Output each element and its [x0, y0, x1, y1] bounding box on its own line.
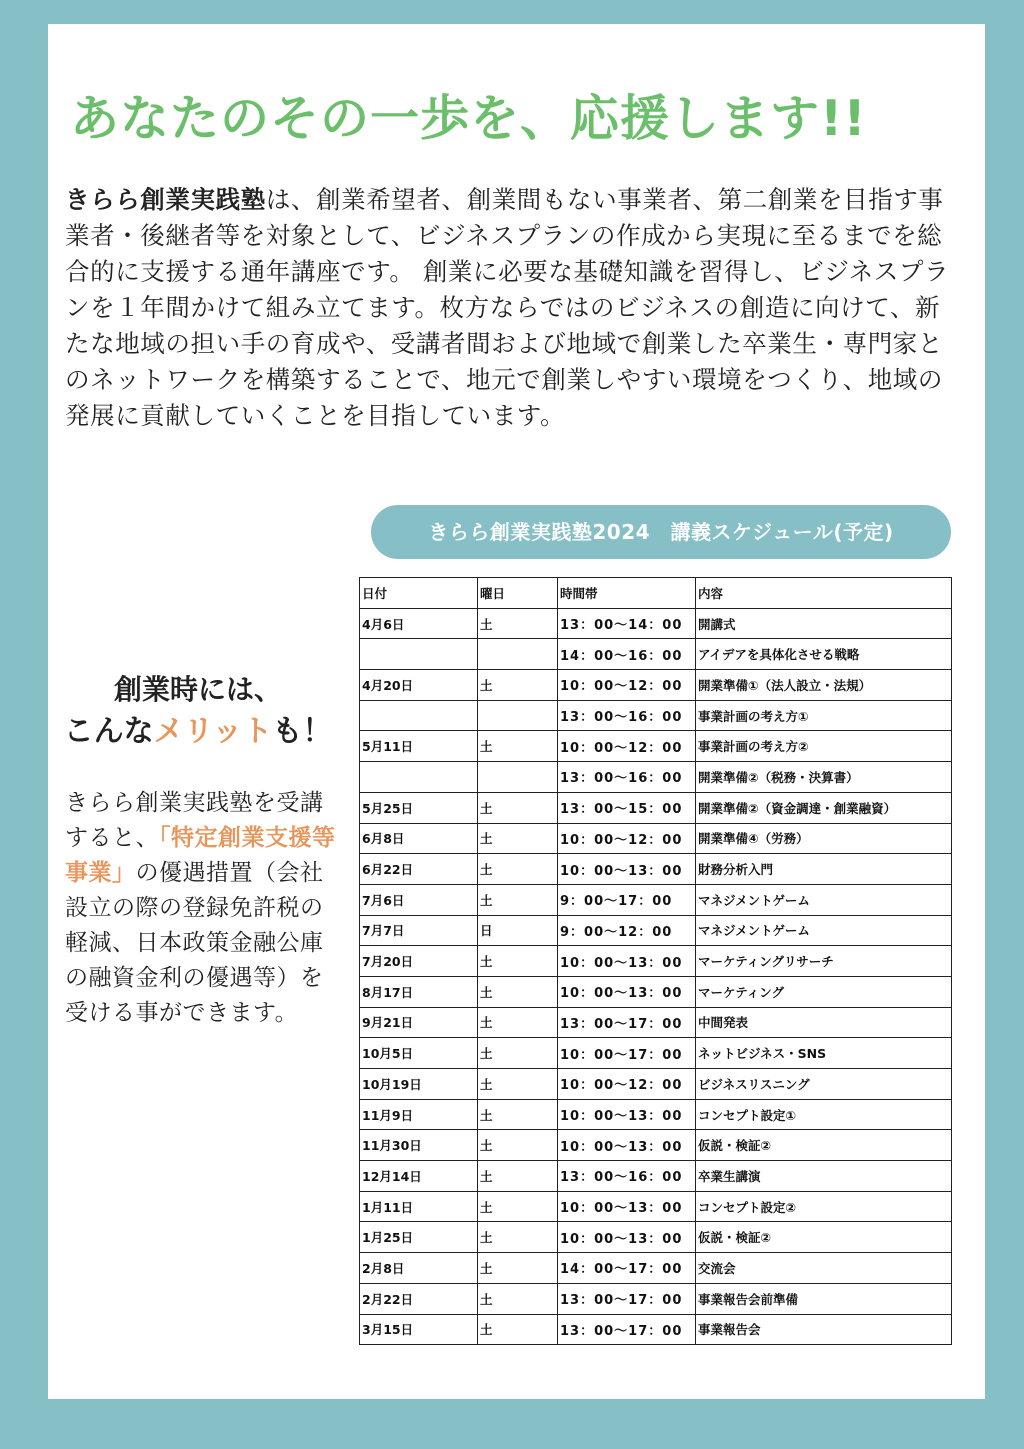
cell-date: 8月17日: [360, 976, 478, 1007]
cell-time: 13：00〜17：00: [558, 1007, 696, 1038]
table-row: [360, 700, 952, 731]
merit-title: [48, 669, 348, 753]
header-time: 時間帯: [558, 578, 696, 609]
cell-time: 10：00〜12：00: [558, 1069, 696, 1100]
cell-weekday: 土: [478, 1069, 558, 1100]
merit-title-line1: 創業時には、: [113, 673, 282, 706]
cell-content: 事業報告会: [696, 1314, 952, 1345]
headline: あなたのその一歩を、応援します!!: [70, 90, 867, 147]
cell-content: 開業準備①（法人設立・法規）: [696, 670, 952, 701]
cell-time: 13：00〜16：00: [558, 762, 696, 793]
cell-content: 開講式: [696, 608, 952, 639]
cell-date: 7月7日: [360, 915, 478, 946]
table-row: [360, 1007, 952, 1038]
cell-time: 10：00〜13：00: [558, 854, 696, 885]
cell-date: 3月15日: [360, 1314, 478, 1345]
cell-weekday: 土: [478, 1283, 558, 1314]
cell-content: 財務分析入門: [696, 854, 952, 885]
cell-time: 14：00〜17：00: [558, 1253, 696, 1284]
cell-content: 仮説・検証②: [696, 1130, 952, 1161]
cell-time: 9：00〜12：00: [558, 915, 696, 946]
cell-date: 5月25日: [360, 792, 478, 823]
cell-weekday: 土: [478, 854, 558, 885]
table-row: [360, 1038, 952, 1069]
cell-weekday: 土: [478, 976, 558, 1007]
table-row: [360, 792, 952, 823]
cell-time: 10：00〜12：00: [558, 670, 696, 701]
cell-content: 事業計画の考え方②: [696, 731, 952, 762]
table-row: [360, 731, 952, 762]
cell-content: ビジネスリスニング: [696, 1069, 952, 1100]
table-row: [360, 1130, 952, 1161]
intro-paragraph: [65, 182, 955, 434]
cell-date: 7月20日: [360, 946, 478, 977]
cell-date: 12月14日: [360, 1161, 478, 1192]
table-row: [360, 854, 952, 885]
schedule-table: [359, 577, 952, 1345]
table-row: [360, 976, 952, 1007]
cell-date: 1月11日: [360, 1191, 478, 1222]
cell-time: 10：00〜13：00: [558, 1191, 696, 1222]
cell-content: コンセプト設定②: [696, 1191, 952, 1222]
cell-time: 10：00〜13：00: [558, 1130, 696, 1161]
cell-time: 10：00〜13：00: [558, 946, 696, 977]
cell-date: 11月30日: [360, 1130, 478, 1161]
merit-title-line2: [48, 711, 348, 753]
cell-date: 9月21日: [360, 1007, 478, 1038]
cell-weekday: 土: [478, 731, 558, 762]
cell-time: 13：00〜16：00: [558, 700, 696, 731]
merit-title-pre: こんな: [63, 714, 154, 749]
cell-date: [360, 700, 478, 731]
cell-weekday: 土: [478, 946, 558, 977]
cell-date: 10月5日: [360, 1038, 478, 1069]
table-row: [360, 1191, 952, 1222]
cell-weekday: 土: [478, 884, 558, 915]
schedule-title-banner: きらら創業実践塾2024 講義スケジュール(予定): [371, 505, 951, 559]
cell-content: 仮説・検証②: [696, 1222, 952, 1253]
cell-content: 開業準備②（資金調達・創業融資）: [696, 792, 952, 823]
flyer-page: [48, 24, 985, 1399]
table-row: [360, 762, 952, 793]
cell-date: 4月6日: [360, 608, 478, 639]
merit-body-highlight: 「特定創業支援等事業」: [65, 825, 336, 886]
cell-date: [360, 762, 478, 793]
table-row: [360, 884, 952, 915]
cell-content: マーケティングリサーチ: [696, 946, 952, 977]
table-row: [360, 608, 952, 639]
cell-weekday: 土: [478, 1161, 558, 1192]
cell-time: 13：00〜14：00: [558, 608, 696, 639]
table-row: [360, 1253, 952, 1284]
cell-time: 13：00〜17：00: [558, 1314, 696, 1345]
cell-content: マネジメントゲーム: [696, 915, 952, 946]
cell-date: [360, 639, 478, 670]
cell-content: 中間発表: [696, 1007, 952, 1038]
table-header-row: [360, 578, 952, 609]
cell-content: マーケティング: [696, 976, 952, 1007]
cell-content: 交流会: [696, 1253, 952, 1284]
merit-body-post: の優遇措置（会社設立の際の登録免許税の軽減、日本政策金融公庫の融資金利の優遇等）を受ける事ができます。: [65, 860, 324, 1026]
cell-time: 10：00〜13：00: [558, 1099, 696, 1130]
cell-weekday: 土: [478, 792, 558, 823]
cell-time: 13：00〜16：00: [558, 1161, 696, 1192]
cell-date: 1月25日: [360, 1222, 478, 1253]
cell-date: 2月8日: [360, 1253, 478, 1284]
header-weekday: 曜日: [478, 578, 558, 609]
cell-content: アイデアを具体化させる戦略: [696, 639, 952, 670]
cell-date: 10月19日: [360, 1069, 478, 1100]
cell-weekday: 土: [478, 1314, 558, 1345]
table-row: [360, 1222, 952, 1253]
cell-time: 10：00〜17：00: [558, 1038, 696, 1069]
intro-text: は、創業希望者、創業間もない事業者、第二創業を目指す事業者・後継者等を対象として、ビジネスプランの作成から実現に至るまでを総合的に支援する通年講座です。 創業に必要な基礎知識を習得し、ビジネスプランを１年間かけて組み立てます。枚方ならではのビジネスの創造に向けて、新たな地域の担い手の育成や、受講者間および地域で創業した卒業生・専門家とのネットワークを構築することで、地元で創業しやすい環境をつくり、地域の発展に貢献していくことを目指しています。: [65, 185, 950, 430]
merit-body: [65, 786, 345, 1031]
table-row: [360, 1161, 952, 1192]
header-date: 日付: [360, 578, 478, 609]
cell-date: 5月11日: [360, 731, 478, 762]
cell-content: 開業準備④（労務）: [696, 823, 952, 854]
cell-content: 事業報告会前準備: [696, 1283, 952, 1314]
cell-content: 事業計画の考え方①: [696, 700, 952, 731]
table-row: [360, 823, 952, 854]
cell-date: 6月8日: [360, 823, 478, 854]
cell-time: 9：00〜17：00: [558, 884, 696, 915]
header-content: 内容: [696, 578, 952, 609]
cell-weekday: 日: [478, 915, 558, 946]
cell-weekday: 土: [478, 1007, 558, 1038]
cell-weekday: 土: [478, 1222, 558, 1253]
cell-content: 開業準備②（税務・決算書）: [696, 762, 952, 793]
cell-date: 4月20日: [360, 670, 478, 701]
cell-time: 13：00〜15：00: [558, 792, 696, 823]
cell-date: 11月9日: [360, 1099, 478, 1130]
cell-weekday: 土: [478, 1099, 558, 1130]
table-row: [360, 1283, 952, 1314]
table-row: [360, 1314, 952, 1345]
cell-weekday: 土: [478, 1191, 558, 1222]
cell-weekday: 土: [478, 823, 558, 854]
cell-weekday: 土: [478, 1130, 558, 1161]
cell-time: 10：00〜13：00: [558, 1222, 696, 1253]
cell-content: 卒業生講演: [696, 1161, 952, 1192]
cell-time: 10：00〜13：00: [558, 976, 696, 1007]
cell-date: 6月22日: [360, 854, 478, 885]
intro-bold-lead: きらら創業実践塾: [65, 185, 266, 214]
cell-weekday: 土: [478, 670, 558, 701]
cell-date: 2月22日: [360, 1283, 478, 1314]
cell-date: 7月6日: [360, 884, 478, 915]
schedule-table-body: [360, 578, 952, 1345]
cell-weekday: 土: [478, 1038, 558, 1069]
cell-content: コンセプト設定①: [696, 1099, 952, 1130]
cell-weekday: 土: [478, 608, 558, 639]
table-row: [360, 915, 952, 946]
cell-content: ネットビジネス・SNS: [696, 1038, 952, 1069]
cell-weekday: [478, 639, 558, 670]
cell-weekday: [478, 700, 558, 731]
table-row: [360, 1069, 952, 1100]
cell-weekday: 土: [478, 1253, 558, 1284]
cell-time: 13：00〜17：00: [558, 1283, 696, 1314]
cell-time: 14：00〜16：00: [558, 639, 696, 670]
cell-time: 10：00〜12：00: [558, 823, 696, 854]
merit-body-pre: きらら創業実践塾を受講すると、: [65, 790, 324, 851]
table-row: [360, 1099, 952, 1130]
cell-content: マネジメントゲーム: [696, 884, 952, 915]
table-row: [360, 946, 952, 977]
cell-weekday: [478, 762, 558, 793]
cell-time: 10：00〜12：00: [558, 731, 696, 762]
table-row: [360, 639, 952, 670]
table-row: [360, 670, 952, 701]
merit-title-post: も！: [272, 714, 333, 749]
merit-title-accent: メリット: [153, 714, 273, 749]
